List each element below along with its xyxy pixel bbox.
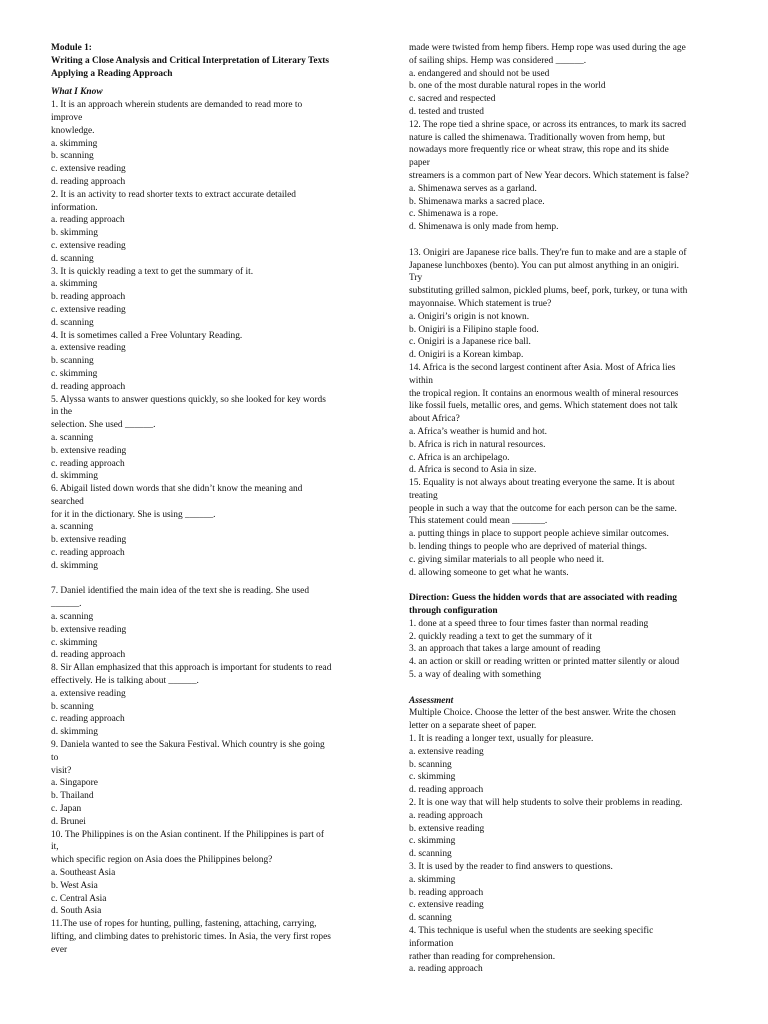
section-heading: Assessment — [409, 695, 454, 706]
text-line: 6. Abigail listed down words that she didn’t know the meaning and — [51, 484, 303, 495]
text-line: 4. This technique is useful when the students are seeking specific — [409, 925, 654, 936]
text-line: 14. Africa is the second largest continent after Asia. Most of Africa lies — [409, 362, 676, 373]
text-line: information — [409, 938, 454, 949]
text-line: 5. a way of dealing with something — [409, 670, 542, 681]
text-line: b. extensive reading — [51, 624, 127, 635]
text-line: 9. Daniela wanted to see the Sakura Festival. Which country is she going — [51, 740, 325, 751]
text-line: ______. — [51, 599, 82, 610]
section-heading: What I Know — [51, 87, 103, 98]
blank-line — [51, 573, 361, 586]
left-text-lines — [51, 86, 361, 956]
module-title-line-2: Applying a Reading Approach — [51, 68, 173, 79]
text-line: d. skimming — [51, 471, 98, 482]
text-line: a. scanning — [51, 432, 94, 443]
text-line: c. reading approach — [51, 548, 125, 559]
text-line: substituting grilled salmon, pickled plums, beef, pork, turkey, or tuna with — [409, 286, 688, 297]
text-line: searched — [51, 496, 84, 507]
text-line: b. one of the most durable natural ropes in the world — [409, 81, 606, 92]
text-line: d. reading approach — [51, 381, 126, 392]
text-line: a. Singapore — [51, 778, 98, 789]
text-line: a. extensive reading — [409, 746, 484, 757]
text-line: c. sacred and respected — [409, 94, 496, 105]
text-line: c. Africa is an archipelago. — [409, 452, 510, 463]
text-line: 12. The rope tied a shrine space, or across its entrances, to mark its sacred — [409, 119, 687, 130]
text-line: c. Central Asia — [51, 893, 107, 904]
text-line: Japanese lunchboxes (bento). You can put almost anything in an onigiri. — [409, 260, 680, 271]
text-line: 13. Onigiri are Japanese rice balls. They're fun to make and are a staple of — [409, 247, 687, 258]
text-line: c. skimming — [409, 836, 456, 847]
text-line: a. scanning — [51, 522, 94, 533]
text-line: a. Africa’s weather is humid and hot. — [409, 426, 547, 437]
text-line: b. extensive reading — [409, 823, 485, 834]
text-line: Try — [409, 273, 423, 284]
text-line: a. putting things in place to support people achieve similar outcomes. — [409, 529, 669, 540]
module-label: Module 1: — [51, 43, 92, 53]
text-line: c. extensive reading — [51, 164, 126, 175]
text-line: c. extensive reading — [409, 900, 484, 911]
text-line: b. scanning — [409, 759, 452, 770]
text-line: within — [409, 375, 433, 386]
text-line: 3. an approach that takes a large amount of reading — [409, 644, 601, 655]
right-column — [409, 42, 719, 976]
text-line: c. skimming — [409, 772, 456, 783]
text-line: d. tested and trusted — [409, 106, 484, 117]
text-line: b. West Asia — [51, 880, 98, 891]
text-line: paper — [409, 158, 430, 169]
text-line: a. extensive reading — [51, 343, 126, 354]
text-line: b. Thailand — [51, 791, 94, 802]
text-line: a. skimming — [409, 874, 456, 885]
blank-line — [409, 682, 719, 695]
text-line: treating — [409, 490, 438, 501]
text-line: 2. quickly reading a text to get the summary of it — [409, 631, 593, 642]
text-line: d. South Asia — [51, 906, 102, 917]
text-line: b. reading approach — [51, 292, 126, 303]
text-line: effectively. He is talking about ______. — [51, 676, 199, 687]
text-line: d. scanning — [51, 317, 94, 328]
text-line: b. scanning — [51, 151, 94, 162]
text-line: b. skimming — [51, 228, 98, 239]
text-line: 4. an action or skill or reading written or printed matter silently or aloud — [409, 657, 680, 668]
text-line: 7. Daniel identified the main idea of the text she is reading. She used — [51, 586, 310, 597]
blank-line — [409, 234, 719, 247]
text-line: c. skimming — [51, 637, 98, 648]
text-line: c. giving similar materials to all people who need it. — [409, 554, 605, 565]
text-line: the tropical region. It contains an enormous wealth of mineral resources — [409, 388, 679, 399]
text-line: b. scanning — [51, 356, 94, 367]
text-line: d. scanning — [51, 253, 94, 264]
text-line: d. Africa is second to Asia in size. — [409, 465, 537, 476]
text-line: 2. It is one way that will help students to solve their problems in reading. — [409, 798, 683, 809]
blank-line — [409, 579, 719, 592]
text-line: c. Japan — [51, 804, 82, 815]
text-line: which specific region on Asia does the Philippines belong? — [51, 855, 273, 866]
text-line: 2. It is an activity to read shorter texts to extract accurate detailed — [51, 189, 296, 200]
text-line: visit? — [51, 765, 72, 776]
text-line: streamers is a common part of New Year decors. Which statement is false? — [409, 170, 689, 181]
text-line: rather than reading for comprehension. — [409, 951, 556, 962]
text-line: b. Africa is rich in natural resources. — [409, 439, 546, 450]
text-line: d. reading approach — [409, 785, 484, 796]
text-line: d. Brunei — [51, 816, 86, 827]
text-line: it, — [51, 842, 59, 853]
text-line: a. skimming — [51, 279, 98, 290]
text-line: nowadays more frequently rice or wheat straw, this rope and its shide — [409, 145, 669, 156]
text-line: a. Shimenawa serves as a garland. — [409, 183, 537, 194]
text-line: 11.The use of ropes for hunting, pulling, fastening, attaching, carrying, — [51, 919, 317, 930]
text-line: ever — [51, 944, 68, 955]
text-line: d. reading approach — [51, 176, 126, 187]
left-column — [51, 42, 361, 957]
text-line: 1. It is an approach wherein students are demanded to read more to — [51, 100, 303, 111]
text-line: to — [51, 752, 59, 763]
text-line: d. scanning — [409, 849, 452, 860]
text-line: mayonnaise. Which statement is true? — [409, 298, 552, 309]
text-line: c. Shimenawa is a rope. — [409, 209, 499, 220]
text-line: d. skimming — [51, 560, 98, 571]
text-line: b. reading approach — [409, 887, 484, 898]
direction-heading: Direction: Guess the hidden words that are associated with reading — [409, 593, 677, 604]
text-line: 5. Alyssa wants to answer questions quickly, so she looked for key words — [51, 394, 326, 405]
text-line: in the — [51, 407, 73, 418]
text-line: 15. Equality is not always about treating everyone the same. It is about — [409, 478, 675, 489]
direction-heading: through configuration — [409, 606, 498, 617]
text-line: a. scanning — [51, 612, 94, 623]
text-line: b. lending things to people who are deprived of material things. — [409, 542, 647, 553]
text-line: d. reading approach — [51, 650, 126, 661]
text-line: c. Onigiri is a Japanese rice ball. — [409, 337, 531, 348]
text-line: letter on a separate sheet of paper. — [409, 721, 537, 732]
text-line: 8. Sir Allan emphasized that this approach is important for students to read — [51, 663, 332, 674]
text-line: a. reading approach — [51, 215, 125, 226]
text-line: people in such a way that the outcome for each person can be the same. — [409, 503, 677, 514]
text-line: knowledge. — [51, 125, 95, 136]
text-line: selection. She used ______. — [51, 420, 156, 431]
text-line: b. Shimenawa marks a sacred place. — [409, 196, 545, 207]
text-line: information. — [51, 202, 98, 213]
module-title-block — [51, 42, 361, 80]
text-line: d. skimming — [51, 727, 98, 738]
text-line: 10. The Philippines is on the Asian continent. If the Philippines is part of — [51, 829, 324, 840]
text-line: made were twisted from hemp fibers. Hemp rope was used during the age — [409, 43, 686, 53]
text-line: b. scanning — [51, 701, 94, 712]
text-line: lifting, and climbing dates to prehistoric times. In Asia, the very first ropes — [51, 931, 331, 942]
text-line: 4. It is sometimes called a Free Voluntary Reading. — [51, 330, 243, 341]
text-line: a. skimming — [51, 138, 98, 149]
text-line: a. reading approach — [409, 964, 483, 975]
text-line: for it in the dictionary. She is using ______. — [51, 509, 216, 520]
text-line: Multiple Choice. Choose the letter of the best answer. Write the chosen — [409, 708, 676, 719]
right-text-lines — [409, 42, 719, 976]
text-line: a. Southeast Asia — [51, 868, 116, 878]
text-line: a. extensive reading — [51, 688, 126, 699]
text-line: of sailing ships. Hemp was considered ______. — [409, 55, 587, 66]
text-line: d. scanning — [409, 913, 452, 924]
text-line: b. extensive reading — [51, 535, 127, 546]
text-line: c. extensive reading — [51, 240, 126, 251]
text-line: about Africa? — [409, 414, 460, 425]
text-line: 1. It is reading a longer text, usually for pleasure. — [409, 734, 594, 745]
text-line: c. skimming — [51, 368, 98, 379]
text-line: 3. It is quickly reading a text to get the summary of it. — [51, 266, 254, 277]
text-line: c. extensive reading — [51, 304, 126, 315]
text-line: b. Onigiri is a Filipino staple food. — [409, 324, 539, 335]
text-line: improve — [51, 112, 83, 123]
text-line: 3. It is used by the reader to find answers to questions. — [409, 862, 613, 872]
text-line: 1. done at a speed three to four times faster than normal reading — [409, 618, 649, 629]
text-line: b. extensive reading — [51, 445, 127, 456]
text-line: like fossil fuels, metallic ores, and gems. Which statement does not talk — [409, 401, 678, 412]
text-line: nature is called the shimenawa. Traditionally woven from hemp, but — [409, 132, 665, 143]
text-line: a. Onigiri’s origin is not known. — [409, 311, 530, 322]
module-title-line-1: Writing a Close Analysis and Critical Interpretation of Literary Texts — [51, 55, 330, 66]
text-line: This statement could mean _______. — [409, 516, 548, 527]
text-line: a. reading approach — [409, 810, 483, 821]
text-line: a. endangered and should not be used — [409, 68, 550, 79]
text-line: d. Onigiri is a Korean kimbap. — [409, 350, 524, 361]
text-line: c. reading approach — [51, 714, 125, 725]
text-line: d. Shimenawa is only made from hemp. — [409, 222, 559, 233]
text-line: d. allowing someone to get what he wants. — [409, 567, 569, 578]
text-line: c. reading approach — [51, 458, 125, 469]
